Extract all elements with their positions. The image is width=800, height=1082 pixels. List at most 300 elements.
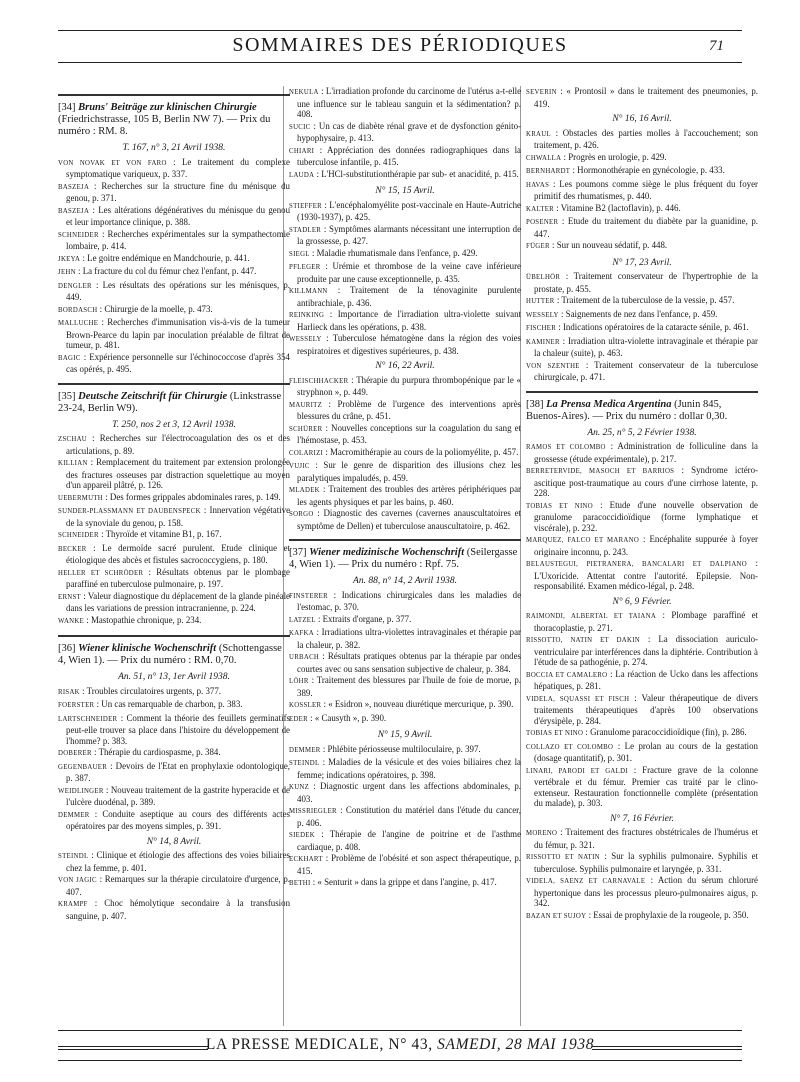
article-title: : Un cas remarquable de charbon, p. 383. — [96, 699, 243, 709]
entry-list — [58, 433, 290, 627]
article-author: COLLAZO ET COLOMBO — [526, 743, 614, 751]
article-author: MISSRIEGLER — [289, 808, 337, 815]
article-entry — [58, 615, 290, 628]
article-title: : Le traitement du complexe symptomatique variqueux, p. 337. — [66, 156, 290, 179]
article-title: : Appréciation des données radiographiques dans la tuberculose infantile, p. 415. — [297, 144, 521, 167]
issue-heading: N° 17, 23 Avril. — [612, 257, 672, 268]
article-entry — [289, 224, 521, 247]
entry-list — [289, 200, 521, 357]
article-title: : Les poumons comme siège le plus fréquent du foyer primitif des rhumatismes, p. 440. — [534, 178, 758, 201]
article-entry — [526, 634, 758, 668]
article-entry — [58, 304, 290, 317]
article-entry — [58, 317, 290, 351]
article-author: BASZEJA — [58, 207, 90, 215]
article-author: KOSSLER — [289, 702, 322, 709]
article-author: BELAUSTEGUI, PIETRANERA, BANCALARI ET DALPIANO — [526, 561, 747, 568]
article-title: : Etude du traitement du diabète par la guanidine, p. 447. — [534, 216, 758, 239]
article-author: KAMINER — [526, 338, 560, 346]
column-2 — [289, 86, 521, 891]
article-author: MAURITZ — [289, 401, 323, 409]
article-author: BERNHARDT — [526, 168, 571, 175]
article-author: WEIDLINGER — [58, 787, 104, 795]
article-entry — [526, 203, 758, 216]
article-title: : Nouveau traitement de la gastrite hyperacide et de l'ulcère duodénal, p. 389. — [66, 784, 290, 807]
article-author: STEINDL — [58, 853, 89, 860]
article-title: : Constitution du matériel dans l'étude du cancer, p. 406. — [297, 805, 521, 828]
article-entry — [58, 505, 290, 528]
article-author: URBACH — [289, 654, 320, 661]
article-title: : Traitement des troubles des artères périphériques par les agents physiques et par les bains, p. 460. — [297, 484, 522, 507]
article-author: WESSELY — [526, 311, 559, 319]
article-entry — [526, 610, 758, 633]
article-author: SCHÜRER — [289, 425, 323, 433]
article-author: BAZAN ET SUJOY — [526, 912, 587, 920]
article-title: : Administration de folliculine dans la grossesse (étude expérimentale), p. 217. — [534, 441, 758, 464]
article-entry — [289, 309, 521, 332]
article-title: : Syndrome ictéro-ascitique post-traumatique au cours d'une cirrhose latente, p. 228. — [534, 465, 759, 498]
article-title: : Thyroïde et vitamine B1, p. 167. — [101, 529, 222, 539]
page-footer — [0, 1036, 800, 1054]
entry-list — [289, 744, 521, 890]
article-author: KILLMANN — [289, 288, 328, 295]
article-entry — [58, 898, 290, 921]
article-title: : Etude d'une nouvelle observation de granulome paracoccidioïdique (forme lymphatique et viscérale), p. 232. — [534, 499, 758, 533]
journal-38-heading — [526, 399, 758, 423]
article-entry — [526, 86, 758, 109]
article-title: : Problème de l'obésité et son aspect thérapeutique, p. 415. — [297, 853, 522, 876]
article-title: : Plombage paraffiné et thoracoplastie, p. 271. — [534, 610, 759, 633]
article-title: : Traitement des fractures obstétricales de l'humérus et du fémur, p. 321. — [534, 827, 758, 850]
article-author: BOCCIA ET CAMALERO — [526, 671, 608, 679]
article-author: SCHNEIDER — [58, 231, 99, 239]
article-entry — [289, 375, 521, 398]
journal-info: (Schottengasse 4, Wien 1). — Prix du numéro : RM. 0,70. — [58, 643, 282, 666]
article-entry — [289, 508, 521, 531]
article-entry — [289, 651, 521, 674]
article-entry — [289, 460, 521, 483]
article-entry — [289, 713, 521, 726]
article-entry — [289, 627, 521, 650]
article-author: RISAK — [58, 688, 80, 696]
article-entry — [58, 229, 290, 252]
article-author: SEVERIN — [526, 89, 557, 96]
article-entry — [526, 465, 758, 499]
article-author: RISSOTTO ET NATIN — [526, 854, 600, 861]
entry-list — [289, 375, 521, 532]
article-title: : Thérapie de l'angine de poitrine et de l'asthme cardiaque, p. 408. — [297, 829, 522, 852]
article-entry — [58, 785, 290, 808]
article-entry — [526, 741, 758, 764]
footer-rule-top — [58, 1030, 742, 1031]
issue-heading: N° 15, 15 Avril. — [375, 186, 435, 196]
article-entry — [58, 253, 290, 266]
page-number: 71 — [709, 38, 724, 54]
issue-heading: T. 250, nos 2 et 3, 12 Avril 1938. — [112, 419, 236, 430]
article-entry — [526, 669, 758, 692]
article-author: HUTTER — [526, 298, 555, 305]
article-title: : Traitement conservateur de la tuberculose chirurgicale, p. 471. — [534, 359, 758, 382]
article-author: TOBIAS ET NINO — [526, 502, 593, 510]
article-author: FISCHER — [526, 325, 557, 332]
article-author: ERNST — [58, 593, 82, 601]
article-entry — [526, 309, 758, 322]
article-author: LÖHR — [289, 678, 309, 685]
article-title: : Irradiation ultra-violette intravaginale et thérapie par la chaleur (suite), p. 463. — [534, 335, 758, 358]
entry-list — [526, 128, 758, 253]
article-title: : Valeur diagnostique du déplacement de la glande pinéale dans les variations de pression intracranienne, p. 224. — [66, 590, 290, 613]
article-entry — [58, 809, 290, 832]
article-title: : Les résultats des opérations sur les ménisques, p. 449. — [66, 279, 290, 302]
article-title: : Sur le genre de disparition des illusions chez les paralytiques impaludés, p. 459. — [297, 460, 522, 483]
journal-info: (Seilergasse 4, Wien 1). — Prix du numéro : Rpf. 75. — [289, 547, 518, 570]
article-author: SIEDEK — [289, 832, 315, 839]
article-entry — [526, 500, 758, 534]
article-author: VON SZENTHE — [526, 362, 580, 370]
article-author: LINARI, PARODI ET GALDI — [526, 767, 628, 775]
article-entry — [289, 699, 521, 712]
issue-heading: N° 16, 16 Avril. — [612, 114, 672, 124]
issue-heading: An. 25, n° 5, 2 Février 1938. — [587, 427, 697, 438]
article-entry — [526, 441, 758, 464]
article-title: : Hormonothérapie en gynécologie, p. 433. — [572, 165, 725, 175]
article-entry — [526, 322, 758, 335]
article-entry — [58, 280, 290, 303]
section-rule — [58, 383, 290, 385]
entry-list — [526, 271, 758, 383]
article-entry — [58, 591, 290, 614]
article-author: KAFKA — [289, 630, 314, 637]
article-title: : Recherches expérimentales sur la sympathectomie lombaire, p. 414. — [66, 228, 290, 251]
entry-list — [526, 86, 758, 109]
journal-info: (Friedrichstrasse, 105 B, Berlin NW 7). — Prix du numéro : RM. 8. — [58, 114, 271, 137]
article-entry — [526, 827, 758, 850]
article-author: BAGIC — [58, 354, 81, 362]
article-title: : Granulome paracoccidioïdique (fin), p. 286. — [585, 727, 747, 737]
issue-heading: An. 51, n° 13, 1er Avril 1938. — [118, 672, 230, 682]
article-entry — [526, 765, 758, 809]
article-author: LATZEL — [289, 616, 316, 624]
article-title: : Innervation végétative de la synoviale du genou, p. 158. — [66, 505, 291, 528]
column-1 — [58, 86, 290, 922]
article-title: : Recherches d'immunisation vis-à-vis de la tumeur Brown-Pearce du lapin par inoculation préalable de filtrat de tumeur, p. 481. — [66, 317, 291, 350]
section-rule — [58, 635, 290, 637]
journal-number: [34] — [58, 102, 76, 113]
article-title: : Clinique et étiologie des affections des voies biliaires chez la femme, p. 401. — [66, 850, 290, 873]
article-title: : Obstacles des parties molles à l'accouchement; son traitement, p. 426. — [534, 127, 758, 150]
article-entry — [58, 747, 290, 760]
article-title: : La réaction de Ucko dans les affections hépatiques, p. 281. — [534, 668, 758, 691]
article-entry — [289, 86, 521, 120]
issue-heading: N° 15, 9 Avril. — [377, 730, 433, 740]
article-title: : Recherches sur la structure fine du ménisque du genou, p. 371. — [66, 180, 290, 203]
article-title: : L'Uxoricide. Attentat contre l'autorité. Epilepsie. Non-responsabilité. Examen médico-légal, p. 248. — [534, 558, 758, 591]
article-title: : « Esidron », nouveau diurétique mercurique, p. 390. — [323, 699, 514, 709]
footer-date: SAMEDI, 28 MAI 1938 — [437, 1036, 595, 1053]
article-author: KALTER — [526, 205, 554, 213]
entry-list — [289, 86, 521, 181]
article-author: SCHNEIDER — [58, 532, 99, 539]
article-entry — [289, 829, 521, 852]
article-title: : Symptômes alarmants nécessitant une interruption de la grossesse, p. 427. — [297, 223, 522, 246]
article-author: FLEISCHHACKER — [289, 377, 349, 385]
article-title: : Thérapie du purpura thrombopénique par le « stryphnon », p. 449. — [297, 374, 521, 397]
article-title: : Fracture grave de la colonne vertébrale et du fémur. Premier cas traité par le clino-extenseur. Restauration fonctionnelle complète (présentation du malade), p. 303. — [534, 764, 758, 808]
journal-info: (Junin 845, Buenos-Aires). — Prix du numéro : dollar 0,30. — [526, 398, 728, 422]
article-author: REINKING — [289, 312, 325, 319]
article-entry — [289, 590, 521, 613]
article-entry — [526, 165, 758, 178]
article-author: BETHI — [289, 880, 311, 887]
article-author: HAVAS — [526, 181, 550, 189]
article-title: : Devoirs de l'Etat en prophylaxie odontologique, p. 387. — [66, 760, 291, 783]
article-title: : Phlébite périosseuse multiloculaire, p. 397. — [322, 743, 481, 754]
journal-name: Deutsche Zeitschrift für Chirurgie — [78, 390, 228, 402]
article-title: : Irradiations ultra-violettes intravaginales et thérapie par la chaleur, p. 382. — [297, 627, 522, 650]
article-author: JEHN — [58, 269, 76, 276]
article-title: : Tuberculose hématogène dans la région des voies respiratoires et digestives supérieures, p. 438. — [297, 333, 521, 356]
article-entry — [289, 423, 521, 446]
article-author: WANKE — [58, 617, 85, 625]
article-title: : Remarques sur la thérapie circulatoire d'urgence, p. 407. — [66, 874, 291, 897]
article-entry — [58, 761, 290, 784]
article-title: : Sur la syphilis pulmonaire. Syphilis et tuberculose. Syphilis pulmonaire et laryngée, p. 331. — [534, 851, 759, 874]
issue-heading: N° 16, 22 Avril. — [375, 361, 435, 371]
article-author: BORDASCH — [58, 306, 98, 314]
article-title: : Traitement de la tuberculose de la vessie, p. 457. — [556, 295, 735, 305]
article-title: : L'irradiation profonde du carcinome de l'utérus a-t-elle une influence sur le tableau sanguin et la sédimentation? p. 408. — [297, 86, 522, 119]
article-title: : Traitement conservateur de l'hypertrophie de la prostate, p. 455. — [534, 271, 759, 294]
article-entry — [526, 558, 758, 592]
article-entry — [58, 850, 290, 873]
article-author: RAMOS ET COLOMBO — [526, 444, 606, 451]
article-title: : Problème de l'urgence des interventions après blessures du crâne, p. 451. — [297, 398, 522, 421]
article-entry — [58, 529, 290, 542]
article-entry — [58, 457, 290, 491]
article-author: KUNZ — [289, 784, 310, 791]
entry-list — [526, 441, 758, 592]
article-author: DEMMER — [289, 746, 321, 754]
article-author: RISSOTTO, NATIN ET DAKIN — [526, 637, 640, 644]
entry-list — [526, 827, 758, 922]
article-title: : Sur un nouveau sédatif, p. 448. — [552, 240, 668, 250]
article-entry — [289, 781, 521, 804]
article-entry — [526, 240, 758, 253]
footer-ornament-right — [592, 1046, 742, 1050]
entry-list — [526, 610, 758, 809]
article-author: FINSTERER — [289, 592, 328, 600]
section-rule — [289, 539, 521, 541]
article-title: : La dissociation auriculo-ventriculaire par interférences dans la diphtérie. Contribution à l'étude de sa pathogénie, p. 274. — [534, 634, 758, 667]
article-author: MORENO — [526, 830, 558, 837]
article-entry — [58, 543, 290, 566]
article-title: : Troubles circulatoires urgents, p. 377. — [82, 685, 221, 696]
article-entry — [58, 181, 290, 204]
article-author: FÜGER — [526, 243, 550, 250]
article-author: STEINDL — [289, 760, 320, 767]
article-author: KILLIAN — [58, 460, 88, 467]
article-entry — [58, 433, 290, 456]
footer-ornament-left — [58, 1046, 208, 1050]
article-title: : Des formes grippales abdominales rares, p. 149. — [105, 491, 281, 502]
article-title: : Mastopathie chronique, p. 234. — [86, 614, 202, 625]
journal-36-heading — [58, 643, 290, 667]
article-author: VUJIC — [289, 463, 310, 470]
article-entry — [289, 169, 521, 182]
article-entry — [289, 853, 521, 876]
header-rule-top — [58, 30, 742, 31]
article-entry — [58, 686, 290, 699]
entry-list — [58, 850, 290, 921]
article-entry — [526, 179, 758, 202]
article-entry — [526, 336, 758, 359]
journal-name: Wiener medizinische Wochenschrift — [309, 547, 465, 558]
article-author: LARTSCHNEIDER — [58, 715, 118, 723]
article-entry — [58, 266, 290, 279]
article-author: SIEGL — [289, 250, 310, 258]
article-author: RAIMONDI, ALBERTAL ET TAIANA — [526, 613, 657, 620]
article-title: : Traitement des blessures par l'huile de foie de morue, p. 389. — [297, 675, 521, 698]
article-author: SUNDER-PLASSMANN ET DAUBENSPECK — [58, 508, 201, 515]
article-entry — [526, 851, 758, 874]
article-title: : Indications opératoires de la cataracte sénile, p. 461. — [558, 322, 749, 332]
article-title: : Résultats pratiques obtenus par la thérapie par ondes courtes avec ou sans sensation subjective de chaleur, p. 384. — [297, 651, 521, 674]
article-title: : Un cas de diabète rénal grave et de dysfonction génito-hypophysaire, p. 413. — [297, 120, 522, 143]
article-entry — [289, 121, 521, 144]
article-author: GEGENBAUER — [58, 763, 108, 771]
article-entry — [526, 910, 758, 923]
article-title: : Saignements de nez dans l'enfance, p. 459. — [560, 308, 718, 319]
page-header-title: SOMMAIRES DES PÉRIODIQUES — [232, 34, 568, 56]
article-entry — [526, 152, 758, 165]
article-title: : Remplacement du traitement par extension prolongée des fractures osseuses par distraction squelettique au moyen d'un appareil plâtré, p. 126. — [66, 457, 290, 490]
article-title: : Diagnostic des cavernes (cavernes anauscultatoires et symptôme de Dellen) et tuberculose anauscultatoire, p. 462. — [297, 508, 521, 531]
article-title: : Le dermoïde sacré purulent. Etude clinique et étiologique des abcès et fistules sacrococcygiens, p. 180. — [66, 542, 291, 565]
article-author: PFLEGER — [289, 264, 321, 271]
article-entry — [289, 877, 521, 890]
footer-text: LA PRESSE MEDICALE, N° 43, — [205, 1036, 433, 1053]
article-author: BASZEJA — [58, 183, 90, 191]
article-title: : Macromithérapie au cours de la poliomyélite, p. 457. — [325, 446, 519, 457]
article-title: : Comment la théorie des feuillets germinatifs peut-elle trouver sa place dans l'histoire du développement de l'homme? p. 383. — [66, 712, 291, 746]
article-author: COLARIZI — [289, 449, 324, 457]
article-author: ZSCHAU — [58, 436, 87, 443]
article-author: MALLUCHE — [58, 320, 99, 327]
article-entry — [289, 484, 521, 507]
article-author: DEMMER — [58, 811, 90, 819]
article-title: : Résultats obtenus par le plombage paraffiné en tuberculose pulmonaire, p. 197. — [66, 566, 290, 589]
article-author: TOBIAS ET NINO — [526, 730, 584, 737]
article-title: : « Causyth », p. 390. — [310, 712, 387, 723]
article-author: EDER — [289, 715, 308, 723]
article-author: VIDELA, SAENZ ET CARNAVALE — [526, 878, 646, 885]
article-entry — [526, 875, 758, 909]
article-author: STADLER — [289, 226, 322, 234]
article-title: : Urémie et thrombose de la veine cave inférieure produite par une cause exceptionnelle, p. 435. — [297, 261, 521, 284]
entry-list — [289, 590, 521, 726]
article-entry — [289, 261, 521, 284]
article-entry — [58, 205, 290, 228]
journal-number: [37] — [289, 547, 307, 558]
article-author: UEBERMUTH — [58, 494, 103, 502]
journal-info: (Linkstrasse 23-24, Berlin W9). — [58, 390, 282, 414]
article-entry — [58, 352, 290, 375]
article-title: : « Prontosil » dans le traitement des pneumonies, p. 419. — [534, 86, 759, 109]
article-entry — [58, 874, 290, 897]
article-title: : Expérience personnelle sur l'échinococcose d'après 354 cas opérés, p. 495. — [66, 351, 290, 374]
column-3 — [526, 86, 758, 923]
header-rule-bottom — [58, 62, 742, 63]
article-author: NEKULA — [289, 89, 319, 96]
article-author: SORGO — [289, 511, 314, 518]
article-author: KRAMPF — [58, 901, 88, 908]
article-title: : Le prolan au cours de la gestation (dosage quantitatif), p. 301. — [534, 740, 758, 763]
journal-number: [35] — [58, 390, 76, 402]
article-entry — [289, 805, 521, 828]
article-entry — [526, 534, 758, 557]
article-title: : Progrès en urologie, p. 429. — [563, 151, 667, 162]
article-author: VON JAGIC — [58, 877, 97, 884]
journal-name: La Prensa Medica Argentina — [546, 398, 672, 410]
article-title: : Nouvelles conceptions sur la coagulation du sang et l'hémostase, p. 453. — [297, 422, 522, 445]
article-entry — [526, 693, 758, 727]
article-entry — [289, 145, 521, 168]
issue-heading: N° 14, 8 Avril. — [146, 836, 202, 847]
article-title: : La fracture du col du fémur chez l'enfant, p. 447. — [78, 266, 257, 276]
article-title: : « Senturit » dans la grippe et dans l'angine, p. 417. — [312, 877, 497, 887]
article-title: : Chirurgie de la moelle, p. 473. — [99, 303, 213, 314]
article-author: DENGLER — [58, 282, 92, 290]
journal-name: Wiener klinische Wochenschrift — [78, 643, 217, 654]
article-author: KRAUL — [526, 130, 551, 138]
article-author: LAUDA — [289, 171, 315, 179]
article-title: : Maladies de la vésicule et des voies biliaires chez la femme; indications opératoires, p. 398. — [297, 757, 521, 780]
issue-heading: N° 7, 16 Février. — [610, 813, 674, 824]
article-author: POSENER — [526, 219, 559, 226]
article-entry — [58, 699, 290, 712]
article-entry — [58, 157, 290, 180]
journal-name: Bruns' Beiträge zur klinischen Chirurgie — [78, 102, 257, 113]
article-author: WESSELY — [289, 336, 322, 343]
article-title: : Thérapie du cardiospasme, p. 384. — [94, 747, 221, 757]
journal-37-heading — [289, 547, 521, 571]
journal-35-heading — [58, 391, 290, 415]
article-author: ECKHART — [289, 856, 323, 863]
entry-list — [58, 157, 290, 375]
section-rule — [526, 391, 758, 393]
issue-heading: N° 6, 9 Février. — [612, 596, 672, 607]
article-entry — [289, 447, 521, 460]
article-title: : Importance de l'irradiation ultra-violette suivant Harlieck dans les opérations, p. 438. — [297, 309, 521, 332]
article-title: : Action du sérum chloruré hypertonique dans les processus pleuro-pulmonaires aigus, p. 342. — [534, 875, 758, 908]
article-author: JKEYA — [58, 255, 81, 263]
article-title: : Le goitre endémique en Mandchourie, p. 441. — [82, 252, 250, 263]
article-title: : Traitement de la ténovaginite purulente antibrachiale, p. 436. — [297, 285, 522, 308]
article-author: ÜBELHÖR — [526, 274, 561, 281]
article-entry — [58, 492, 290, 505]
article-title: : Extraits d'organe, p. 377. — [317, 613, 412, 624]
article-author: MARQUEZ, FALCO ET MARANO — [526, 537, 640, 544]
article-title: : L'encéphalomyélite post-vaccinale en Haute-Autriche (1930-1937), p. 425. — [297, 199, 521, 222]
article-entry — [289, 399, 521, 422]
article-author: VIDELA, SQUASSI ET FISCH — [526, 695, 630, 703]
article-entry — [289, 744, 521, 757]
article-title: : L'HCl-substitutionthérapie par sub- et anacidité, p. 415. — [316, 168, 519, 179]
article-title: : Encéphalite suppurée à foyer originaire inconnu, p. 243. — [534, 534, 758, 557]
article-author: HELLER ET SCHRÖDER — [58, 569, 144, 577]
article-entry — [289, 675, 521, 698]
article-author: VON NOVAK ET VON FARO — [58, 159, 167, 167]
article-title: : Essai de prophylaxie de la rougeole, p. 350. — [588, 909, 749, 920]
